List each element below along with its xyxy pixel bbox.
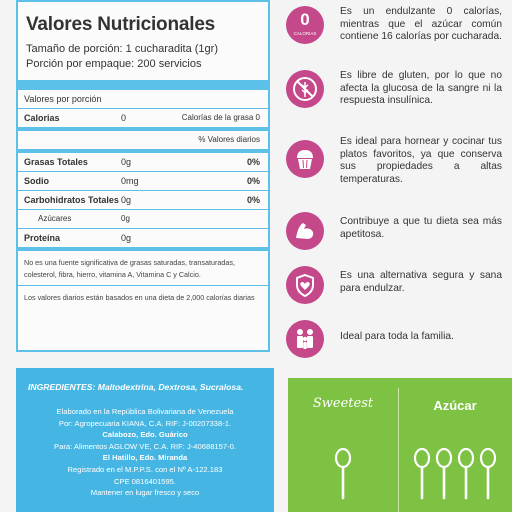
info-line: Mantener en lugar fresco y seco [90, 488, 200, 498]
info-line: El Hatillo, Edo. Miranda [102, 453, 188, 463]
sugar-spoon-icon [437, 449, 451, 498]
gluten-free-icon [286, 70, 324, 108]
nutrient-row: Carbohidratos Totales 0g 0% [18, 191, 268, 210]
sweetest-label: Sweetest [312, 396, 374, 411]
sugar-spoon-icon [459, 449, 473, 498]
shield-heart-icon [286, 266, 324, 304]
nutrient-row: Sodio 0mg 0% [18, 172, 268, 191]
sugar-spoon-icon [481, 449, 495, 498]
calories-row: Calorias 0 Calorías de la grasa 0 [18, 109, 268, 131]
info-line: Para: Alimentos AGLOW VE, C.A. RIF: J-40688157-0. [54, 441, 236, 451]
nutrient-row: Azúcares 0g [18, 210, 268, 229]
sweetener-vs-sugar-panel [288, 378, 512, 512]
per-serving-label: Valores por porción [18, 90, 268, 109]
divider-bar [18, 80, 268, 90]
zero-calories-icon: 0 CALORIAS [286, 6, 324, 44]
benefit-item [286, 212, 512, 252]
benefit-text: Es una alternativa segura y sana para endulzar. [340, 270, 502, 294]
spoon-comparison [288, 378, 512, 512]
benefit-item [286, 266, 512, 306]
benefit-item [286, 136, 512, 202]
benefit-text: Es un endulzante 0 calorías, mientras que el azúcar común contiene 16 calorías por cucharada. [340, 6, 502, 43]
cupcake-icon [286, 140, 324, 178]
nutrition-footnote: No es una fuente significativa de grasas saturadas, transaturadas, colesterol, fibra, hierro, vitamina A, Vitamina C y Calcio. [24, 258, 235, 279]
info-line: Elaborado en la República Bolivariana de Venezuela [56, 407, 234, 416]
muscle-arm-icon [286, 212, 324, 250]
info-line: CPE 0816401595. [113, 476, 177, 486]
servings-per-container: Porción por empaque: 200 servicios [26, 58, 202, 70]
azucar-label: Azúcar [433, 398, 477, 413]
daily-value-header: % Valores diarios [18, 131, 268, 153]
benefit-item [286, 320, 512, 360]
info-line: Calabozo, Edo. Guárico [102, 430, 188, 440]
benefit-text: Contribuye a que tu dieta sea más apetitosa. [340, 216, 502, 240]
info-line: Por: Agropecuaria KIANA, C.A. RIF: J-00207338-1. [58, 418, 232, 428]
nutrient-row: Proteína 0g [18, 229, 268, 251]
ingredients-title: INGREDIENTES: Maltodextrina, Dextrosa, Sucralosa. [28, 382, 244, 392]
info-line: Registrado en el M.P.P.S. con el Nº A-122.183 [67, 464, 223, 474]
benefit-item [286, 70, 512, 124]
benefit-text: Es libre de gluten, por lo que no afecta la glucosa de la sangre ni la respuesta insulínica. [340, 70, 502, 107]
nutrition-facts-panel [16, 0, 270, 352]
benefit-text: Es ideal para hornear y cocinar tus platos favoritos, ya que conserva sus propiedades a altas temperaturas. [340, 136, 502, 185]
nutrient-row: Grasas Totales 0g 0% [18, 153, 268, 172]
daily-value-note: Los valores diarios están basados en una dieta de 2,000 calorías diarias [18, 285, 268, 303]
sweetest-spoon-icon [336, 449, 350, 498]
manufacturer-info [16, 392, 274, 499]
ingredients-panel [16, 368, 274, 512]
sugar-spoon-icon [415, 449, 429, 498]
benefit-text: Ideal para toda la familia. [340, 331, 454, 342]
serving-size: Tamaño de porción: 1 cucharadita (1gr) [26, 43, 218, 55]
benefit-item [286, 6, 512, 50]
family-icon [286, 320, 324, 358]
nutrition-title: Valores Nutricionales [26, 14, 216, 35]
